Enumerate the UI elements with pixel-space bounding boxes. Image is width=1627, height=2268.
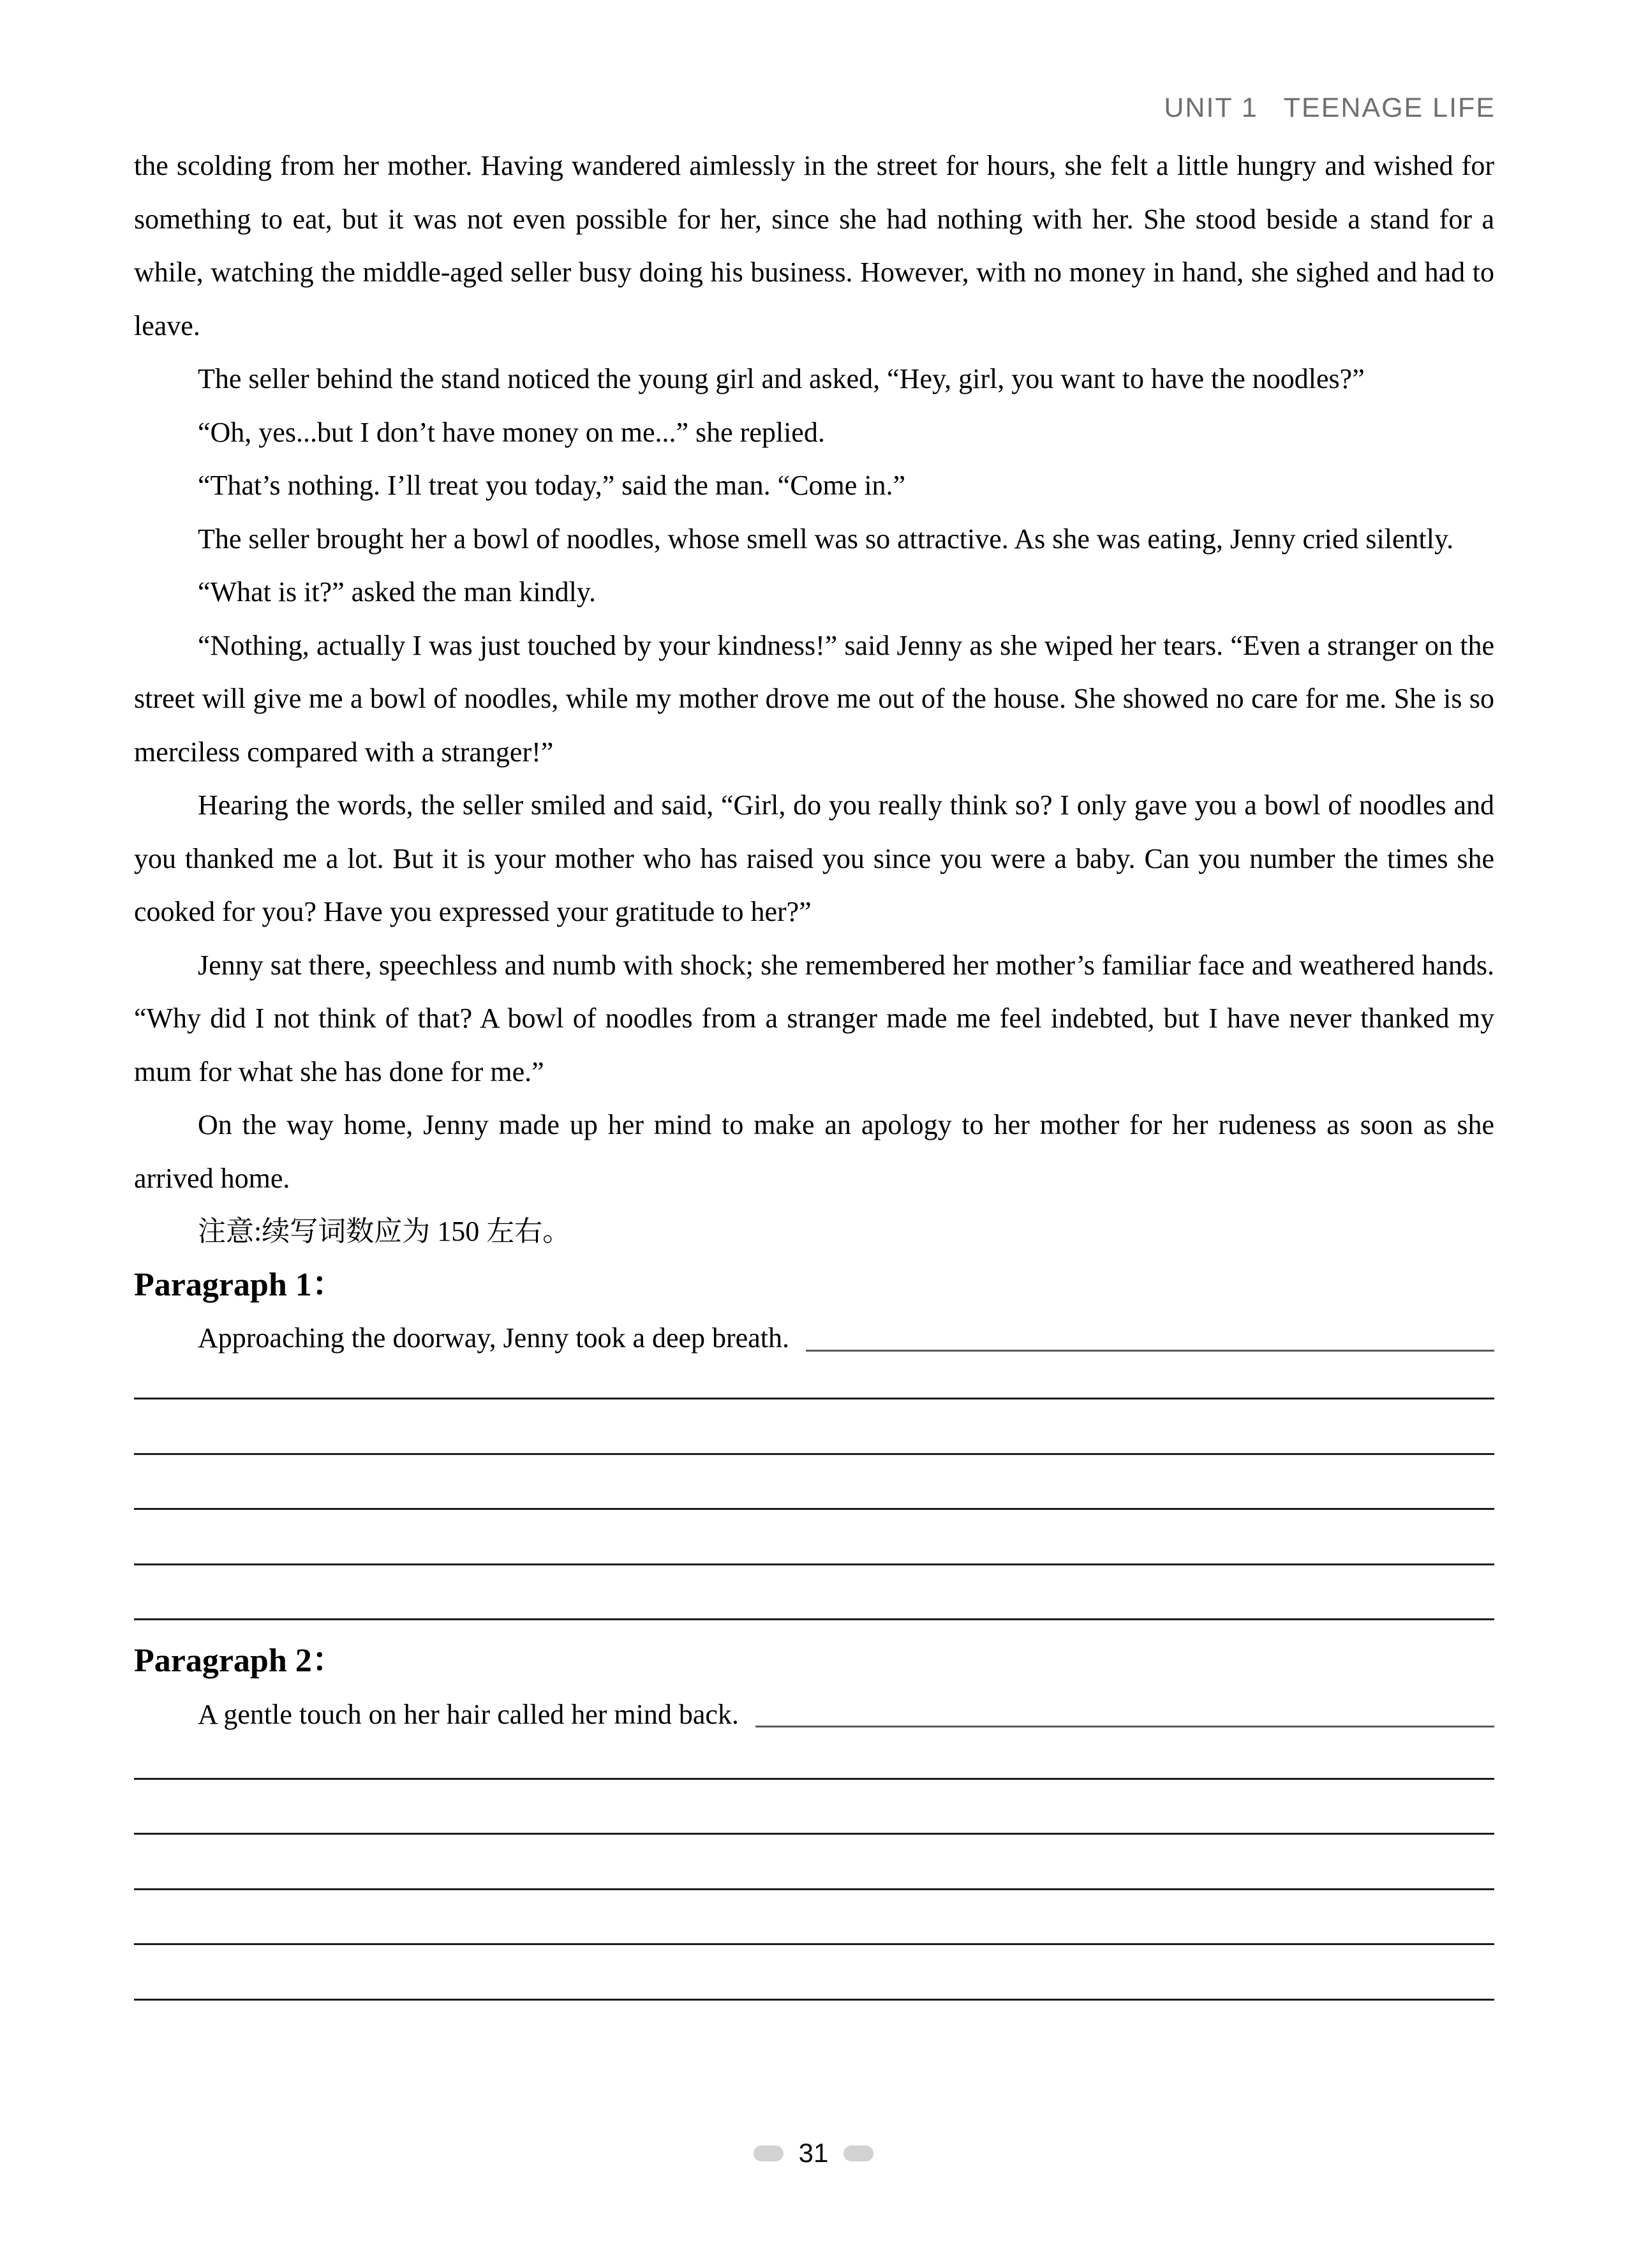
writing-line — [134, 1835, 1494, 1890]
writing-line — [134, 1399, 1494, 1455]
writing-line — [806, 1350, 1494, 1352]
passage-paragraph: “That’s nothing. I’ll treat you today,” said the man. “Come in.” — [198, 470, 906, 501]
passage-paragraph: The seller behind the stand noticed the young girl and asked, “Hey, girl, you want to have the noodles?” — [198, 363, 1365, 394]
footer-pill-left — [754, 2145, 784, 2161]
continuation-paragraph: the scolding from her mother. Having wandered aimlessly in the street for hours, she felt a little hungry and wished for something to eat, but it was not even possible for her, since she had nothing with her. She stood beside a stand for a while, watching the middle-aged seller busy doing his business. However, with no money in hand, she sighed and had to leave. — [134, 150, 1494, 341]
running-header — [1164, 93, 1496, 123]
passage-column — [134, 139, 1494, 2001]
header-unit-label: UNIT 1 — [1164, 93, 1258, 123]
page-number: 31 — [798, 2138, 829, 2168]
passage-paragraph: Hearing the words, the seller smiled and said, “Girl, do you really think so? I only gave you a bowl of noodles and you thanked me a lot. But it is your mother who has raised you since you were a baby. Can you number the times she cooked for you? Have you expressed your gratitude to her?” — [134, 789, 1494, 927]
passage-paragraph: The seller brought her a bowl of noodles, whose smell was so attractive. As she was eating, Jenny cried silently. — [198, 523, 1454, 555]
writing-line — [134, 1565, 1494, 1621]
paragraph2-heading: Paragraph 2： — [134, 1643, 345, 1679]
paragraph1-heading: Paragraph 1： — [134, 1266, 345, 1303]
paragraph1-opening-sentence: Approaching the doorway, Jenny took a deep breath. — [198, 1322, 789, 1354]
passage-paragraph: On the way home, Jenny made up her mind to make an apology to her mother for her rudeness as soon as she arrived home. — [134, 1109, 1494, 1194]
passage-paragraph: “What is it?” asked the man kindly. — [198, 576, 596, 608]
writing-line — [134, 1890, 1494, 1946]
writing-line — [134, 1780, 1494, 1835]
page-footer — [0, 2135, 1627, 2171]
writing-line — [134, 1510, 1494, 1565]
writing-line — [134, 1455, 1494, 1511]
passage-paragraph: “Oh, yes...but I don’t have money on me...” she replied. — [198, 416, 825, 448]
writing-line — [134, 1945, 1494, 2001]
paragraph1-writing-area — [134, 1345, 1494, 1621]
passage-paragraph: Jenny sat there, speechless and numb with shock; she remembered her mother’s familiar face and weathered hands. “Why did I not think of that? A bowl of noodles from a stranger made me feel indebted, but I have never thanked my mum for what she has done for me.” — [134, 949, 1494, 1087]
word-count-note: 注意:续写词数应为 150 左右。 — [198, 1216, 571, 1247]
paragraph2-opening-sentence: A gentle touch on her hair called her mind back. — [198, 1698, 739, 1730]
writing-line — [755, 1726, 1494, 1727]
footer-pill-right — [843, 2145, 873, 2161]
header-title-label: TEENAGE LIFE — [1283, 93, 1496, 123]
paragraph2-writing-area — [134, 1724, 1494, 2001]
passage-paragraph: “Nothing, actually I was just touched by your kindness!” said Jenny as she wiped her tears. “Even a stranger on the street will give me a bowl of noodles, while my mother drove me out of the house. She showed no care for me. She is so merciless compared with a stranger!” — [134, 629, 1494, 768]
